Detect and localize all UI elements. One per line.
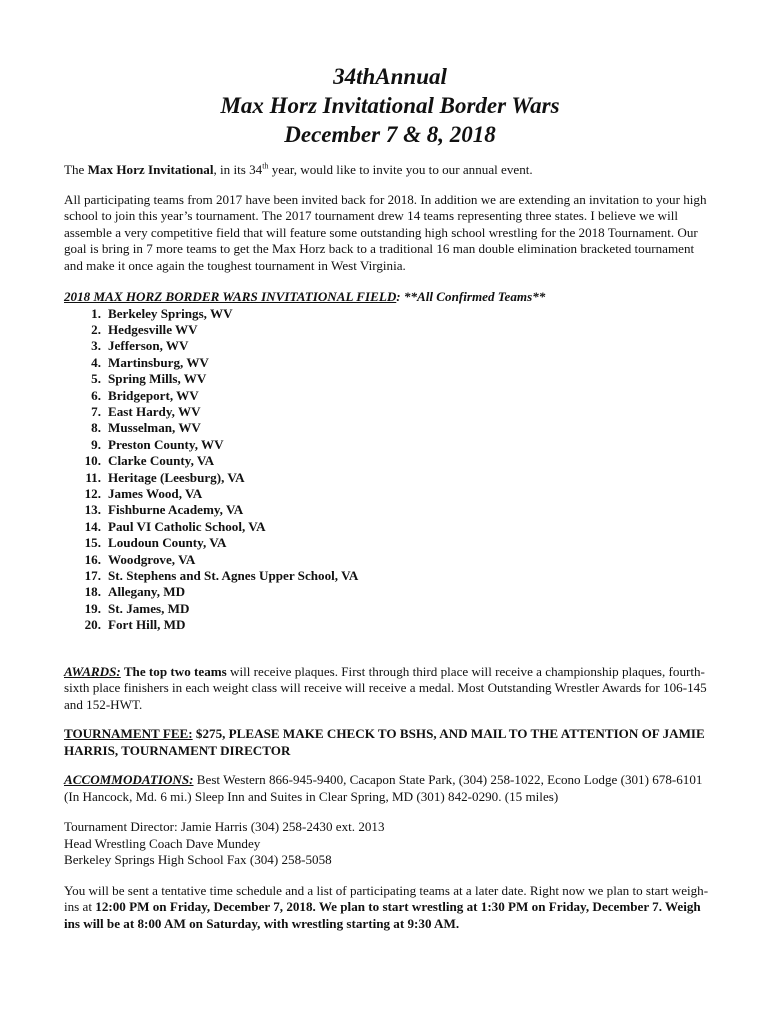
team-number: 15.: [84, 535, 101, 551]
team-number: 17.: [84, 568, 101, 583]
team-name: Berkeley Springs, WV: [108, 305, 233, 321]
team-list-item: [64, 420, 716, 436]
team-number: 9.: [91, 436, 101, 452]
team-number: 12.: [84, 485, 101, 501]
team-list-item: [64, 601, 716, 617]
awards-label: AWARDS:: [64, 663, 121, 679]
team-number: 4.: [91, 354, 101, 370]
team-number: 18.: [84, 584, 101, 600]
team-number: 13.: [84, 502, 101, 518]
team-name: Allegany, MD: [108, 584, 186, 600]
accommodations-label: ACCOMMODATIONS:: [64, 772, 194, 788]
team-list-item: [64, 404, 716, 420]
contact-fax: Berkeley Springs High School Fax (304) 258-5058: [64, 852, 332, 868]
team-number: 20.: [84, 617, 101, 633]
schedule-text: You will be sent a tentative time schedule and a list of participating teams at a later date. Right now we plan to start weigh-ins at: [64, 882, 709, 915]
team-list-item: [64, 371, 716, 387]
title-edition: 34thAnnual: [333, 64, 447, 89]
team-number: 6.: [91, 387, 101, 403]
team-name: Loudoun County, VA: [108, 535, 227, 551]
document-page: [64, 62, 716, 932]
team-name: St. James, MD: [108, 600, 190, 616]
team-name: Hedgesville WV: [108, 321, 198, 337]
team-number: 19.: [84, 600, 101, 616]
team-number: 8.: [91, 420, 101, 436]
fee-text: $275, PLEASE MAKE CHECK TO BSHS, AND MAIL TO THE ATTENTION OF JAMIE HARRIS, TOURNAMENT DIRECTOR: [64, 726, 705, 758]
invitation-paragraph: All participating teams from 2017 have been invited back for 2018. In addition we are extending an invitation to your high school to join this year’s tournament. The 2017 tournament drew 14 teams representing three states. I believe we will assemble a very competitive field that will feature some outstanding high school wrestling for the 2018 Tournament. Our goal is bring in 7 more teams to get the Max Horz back to a traditional 16 man double elimination bracketed tournament and make it once again the toughest tournament in West Virginia.: [64, 191, 707, 273]
team-list-item: [64, 519, 716, 535]
contact-coach: Head Wrestling Coach Dave Mundey: [64, 835, 261, 851]
team-list-item: [64, 388, 716, 404]
intro-event-name: Max Horz Invitational: [87, 162, 214, 177]
schedule-times: 12:00 PM on Friday, December 7, 2018. We plan to start wrestling at 1:30 PM on Friday, December 7. Weigh ins will be at 8:00 AM on Saturday, with wrestling starting at 9:30 AM.: [64, 899, 701, 931]
team-name: St. Stephens and St. Agnes Upper School, VA: [108, 568, 359, 583]
team-name: Bridgeport, WV: [108, 387, 199, 403]
awards-text: will receive plaques. First through third place will receive a championship plaques, fourth-sixth place finishers in each weight class will receive will receive a medal. Most Outstanding Wrestler Awards for 106-145 and 152-HWT.: [64, 663, 707, 712]
awards-highlight: The top two teams: [120, 663, 227, 679]
title-event-name: Max Horz Invitational Border Wars: [220, 93, 560, 118]
team-list-item: [64, 453, 716, 469]
team-number: 2.: [91, 321, 101, 337]
team-name: James Wood, VA: [108, 485, 203, 501]
awards-paragraph: [64, 664, 716, 714]
team-number: 7.: [91, 403, 101, 419]
team-list: [64, 306, 716, 634]
intro-text-mid: , in its 34: [213, 162, 263, 177]
team-list-item: [64, 338, 716, 354]
accommodations-paragraph: [64, 772, 716, 805]
team-list-item: [64, 486, 716, 502]
team-name: Musselman, WV: [108, 420, 201, 436]
field-heading-note: : **All Confirmed Teams**: [396, 289, 546, 304]
fee-paragraph: [64, 726, 716, 759]
team-list-item: [64, 617, 716, 633]
intro-text-start: The: [64, 162, 88, 177]
team-name: Heritage (Leesburg), VA: [108, 469, 245, 485]
team-number: 1.: [91, 305, 101, 321]
team-name: Jefferson, WV: [108, 338, 189, 354]
team-name: Woodgrove, VA: [108, 551, 196, 567]
team-name: Fort Hill, MD: [108, 617, 186, 633]
accommodations-text: Best Western 866-945-9400, Cacapon State Park, (304) 258-1022, Econo Lodge (301) 678-6101 (In Hancock, Md. 6 mi.) Sleep Inn and Suites in Clear Spring, MD (301) 842-0290. (15 miles): [64, 772, 703, 804]
team-number: 11.: [85, 469, 101, 485]
team-name: Clarke County, VA: [108, 453, 215, 469]
contacts-block: [64, 819, 716, 869]
team-list-item: [64, 355, 716, 371]
field-heading: [64, 289, 716, 306]
title-event-dates: December 7 & 8, 2018: [284, 122, 496, 147]
contact-director: Tournament Director: Jamie Harris (304) 258-2430 ext. 2013: [64, 819, 385, 835]
team-list-item: [64, 535, 716, 551]
team-name: Spring Mills, WV: [108, 371, 207, 387]
team-list-item: [64, 437, 716, 453]
team-list-item: [64, 322, 716, 338]
team-number: 10.: [84, 453, 101, 469]
team-number: 3.: [91, 338, 101, 354]
schedule-paragraph: [64, 883, 716, 933]
team-number: 14.: [84, 518, 101, 534]
team-list-item: [64, 306, 716, 322]
team-list-item: [64, 552, 716, 568]
team-name: East Hardy, WV: [108, 403, 201, 419]
team-list-item: [64, 568, 716, 584]
intro-ordinal-suffix: th: [262, 161, 269, 171]
team-list-item: [64, 584, 716, 600]
field-heading-title: 2018 MAX HORZ BORDER WARS INVITATIONAL FIELD: [64, 289, 397, 304]
team-list-item: [64, 502, 716, 518]
intro-text-end: year, would like to invite you to our annual event.: [268, 162, 533, 177]
team-name: Martinsburg, WV: [108, 354, 209, 370]
team-name: Fishburne Academy, VA: [108, 502, 244, 518]
team-list-item: [64, 470, 716, 486]
team-name: Paul VI Catholic School, VA: [108, 518, 266, 534]
document-title: [64, 62, 716, 149]
team-number: 5.: [91, 371, 101, 387]
intro-paragraph: [64, 162, 716, 179]
team-name: Preston County, WV: [108, 436, 224, 452]
team-number: 16.: [84, 551, 101, 567]
fee-label: TOURNAMENT FEE:: [64, 726, 193, 742]
